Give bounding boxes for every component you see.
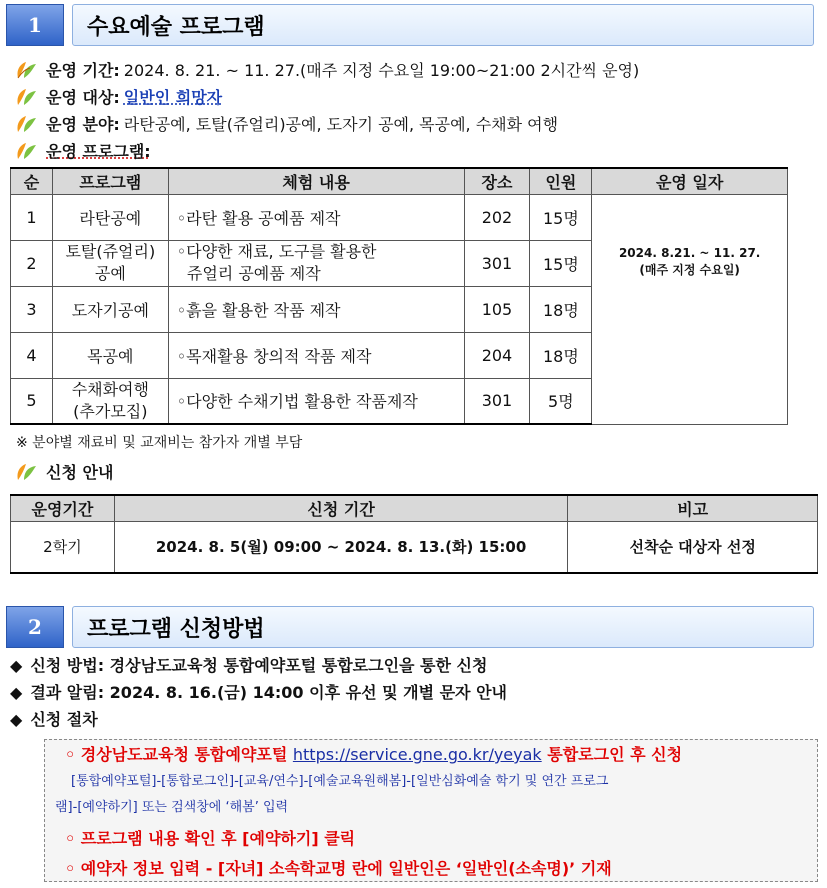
path-line-1: [통합예약포털]-[통합로그인]-[교육/연수]-[예술교육원해봄]-[일반심화예술 학기 및 연간 프로그 [71,774,609,789]
method-text: 신청 절차 [30,710,98,729]
leaf-icon [14,141,38,161]
col-header: 인원 [530,168,592,194]
method-text: 결과 알림: 2024. 8. 16.(금) 14:00 이후 유선 및 개별 문자 안내 [30,683,507,702]
procedure-step-1 [65,742,682,765]
row-content: ◦다양한 재료, 도구를 활용한 쥬얼리 공예품 제작 [168,240,464,286]
program-label: 운영 프로그램: [46,142,151,161]
field-value: 라탄공예, 토탈(쥬얼리)공예, 도자기 공예, 목공예, 수채화 여행 [123,115,559,134]
row-people: 18명 [530,286,592,332]
section-number: 2 [6,606,64,648]
info-target [14,85,222,108]
schedule-line1: 2024. 8.21. ~ 11. 27. [618,245,761,260]
row-program: 도자기공예 [52,286,168,332]
schedule-cell [592,194,788,424]
apply-heading-line [14,460,117,483]
col-header: 비고 [568,495,818,521]
col-header: 장소 [464,168,530,194]
row-people: 15명 [530,240,592,286]
section-title: 수요예술 프로그램 [72,4,814,46]
path-line-2: 램]-[예약하기] 또는 검색창에 ‘해봄’ 입력 [55,800,289,815]
method-line-1 [10,653,487,676]
cost-note: ※ 분야별 재료비 및 교재비는 참가자 개별 부담 [16,435,303,451]
field-label: 운영 분야: [46,115,120,134]
apply-period: 2024. 8. 5(월) 09:00 ~ 2024. 8. 13.(화) 15:00 [114,521,567,573]
info-field [14,112,558,135]
row-place: 204 [464,332,530,378]
step1-suffix: 통합로그인 후 신청 [541,745,683,764]
method-line-3 [10,707,98,730]
col-header: 운영 일자 [592,168,788,194]
row-place: 301 [464,240,530,286]
step1-prefix: ◦ 경상남도교육청 통합예약포털 [65,745,293,764]
row-no: 1 [11,194,53,240]
period-label: 운영 기간: [46,61,120,80]
row-content: ◦목재활용 창의적 작품 제작 [168,332,464,378]
program-table [10,167,788,425]
row-no: 4 [11,332,53,378]
row-content: ◦흙을 활용한 작품 제작 [168,286,464,332]
apply-term: 2학기 [11,521,115,573]
leaf-icon [14,114,38,134]
section-number: 1 [6,4,64,46]
apply-remark: 선착순 대상자 선정 [568,521,818,573]
col-header: 프로그램 [52,168,168,194]
row-place: 202 [464,194,530,240]
apply-table [10,494,818,574]
row-no: 2 [11,240,53,286]
section-1-header [6,4,814,46]
row-content: ◦다양한 수채기법 활용한 작품제작 [168,378,464,424]
procedure-step-3: ◦ 예약자 정보 입력 - [자녀] 소속학교명 란에 일반인은 ‘일반인(소속명)’ 기재 [65,859,612,878]
col-header: 순 [11,168,53,194]
leaf-icon [14,87,38,107]
row-place: 301 [464,378,530,424]
leaf-icon [14,462,38,482]
schedule-line2: (매주 지정 수요일) [639,262,740,277]
row-content: ◦라탄 활용 공예품 제작 [168,194,464,240]
method-text: 신청 방법: 경상남도교육청 통합예약포털 통합로그인을 통한 신청 [30,656,488,675]
diamond-icon: ◆ [10,683,23,702]
col-header: 체험 내용 [168,168,464,194]
row-program: 토탈(쥬얼리) 공예 [52,240,168,286]
portal-link[interactable]: https://service.gne.go.kr/yeyak [292,745,542,764]
section-2-header [6,606,814,648]
apply-heading: 신청 안내 [46,463,114,482]
period-value: 2024. 8. 21. ~ 11. 27.(매주 지정 수요일 19:00~21:00 2시간씩 운영) [123,61,640,80]
row-program: 목공예 [52,332,168,378]
info-period [14,58,639,81]
row-people: 5명 [530,378,592,424]
procedure-step-2: ◦ 프로그램 내용 확인 후 [예약하기] 클릭 [65,829,356,848]
col-header: 운영기간 [11,495,115,521]
row-program: 수채화여행 (추가모집) [52,378,168,424]
info-program [14,139,155,162]
target-label: 운영 대상: [46,88,120,107]
diamond-icon: ◆ [10,710,23,729]
leaf-icon [14,60,38,80]
table-row [11,194,788,240]
row-people: 15명 [530,194,592,240]
section-title: 프로그램 신청방법 [72,606,814,648]
diamond-icon: ◆ [10,656,23,675]
row-program: 라탄공예 [52,194,168,240]
table-row [11,521,818,573]
col-header: 신청 기간 [114,495,567,521]
method-line-2 [10,680,507,703]
row-no: 5 [11,378,53,424]
table-header-row [11,495,818,521]
row-place: 105 [464,286,530,332]
row-no: 3 [11,286,53,332]
row-people: 18명 [530,332,592,378]
procedure-box [44,739,818,882]
table-header-row [11,168,788,194]
target-value: 일반인 희망자 [123,88,223,107]
